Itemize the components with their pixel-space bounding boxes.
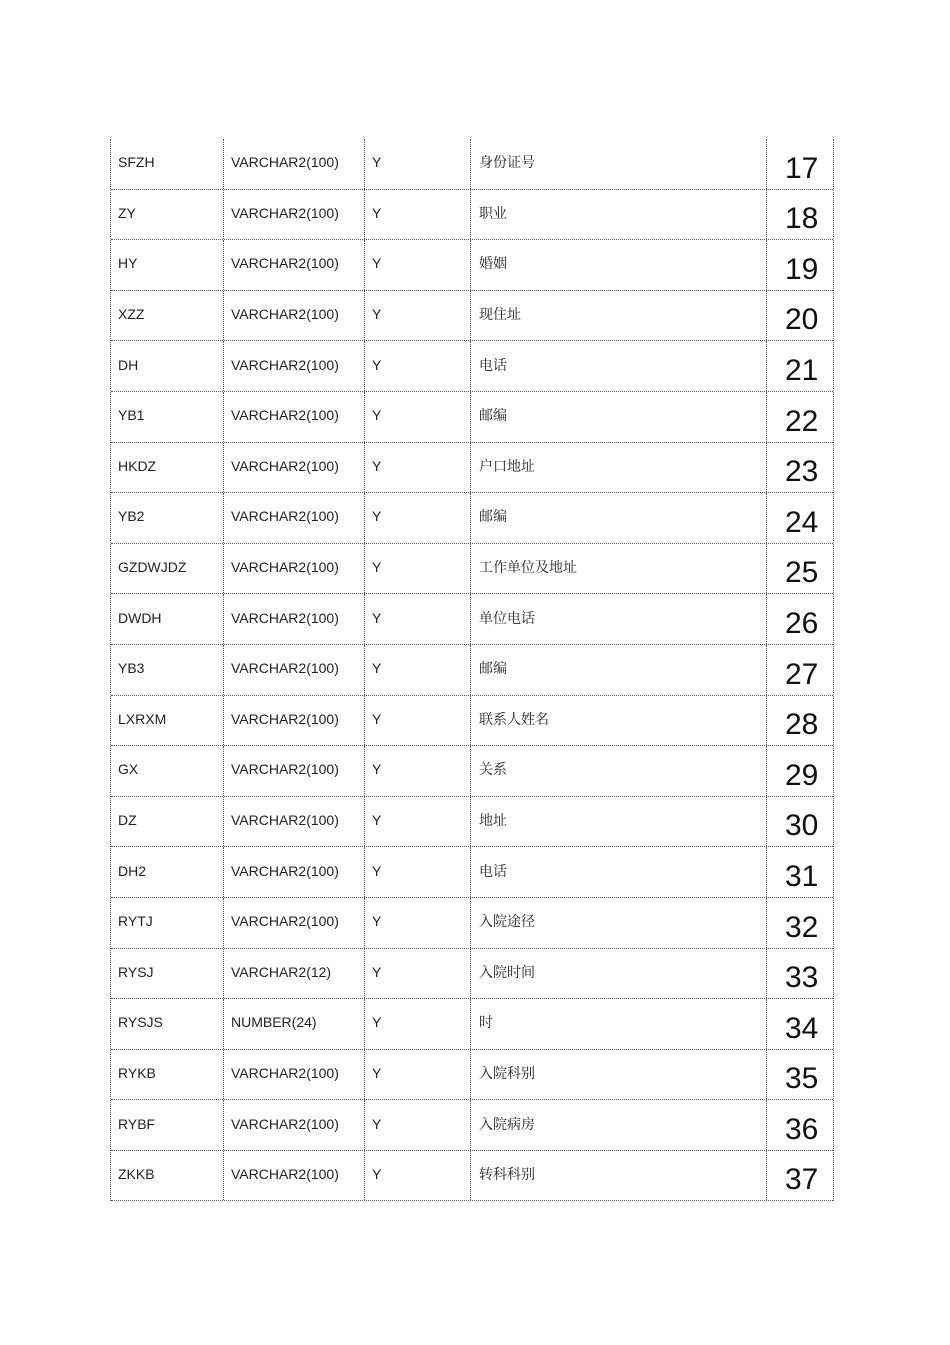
description-cell: 时 bbox=[471, 999, 767, 1049]
table-row bbox=[111, 949, 833, 1000]
field-name-cell: HY bbox=[111, 240, 224, 290]
row-number-cell: 37 bbox=[785, 1163, 819, 1197]
description-cell: 身份证号 bbox=[471, 139, 767, 189]
field-name-cell: RYSJS bbox=[111, 999, 224, 1049]
field-name-cell: YB1 bbox=[111, 392, 224, 442]
field-type-cell: VARCHAR2(100) bbox=[224, 1050, 365, 1100]
row-number-cell: 21 bbox=[785, 353, 819, 387]
description-cell: 现住址 bbox=[471, 291, 767, 341]
table-row bbox=[111, 746, 833, 797]
table-row bbox=[111, 341, 833, 392]
field-name-cell: RYBF bbox=[111, 1100, 224, 1150]
field-type-cell: VARCHAR2(100) bbox=[224, 341, 365, 391]
row-number-cell: 19 bbox=[785, 252, 819, 286]
field-name-cell: GX bbox=[111, 746, 224, 796]
description-cell: 单位电话 bbox=[471, 594, 767, 644]
row-number-cell: 20 bbox=[785, 303, 819, 337]
field-name-cell: DH bbox=[111, 341, 224, 391]
row-number-cell: 35 bbox=[785, 1062, 819, 1096]
row-number-cell: 25 bbox=[785, 556, 819, 590]
table-row bbox=[111, 291, 833, 342]
field-name-cell: YB2 bbox=[111, 493, 224, 543]
table-row bbox=[111, 240, 833, 291]
table-row bbox=[111, 493, 833, 544]
table-row bbox=[111, 999, 833, 1050]
description-cell: 职业 bbox=[471, 190, 767, 240]
field-name-cell: YB3 bbox=[111, 645, 224, 695]
field-type-cell: VARCHAR2(100) bbox=[224, 847, 365, 897]
table-row bbox=[111, 1100, 833, 1151]
nullable-cell: Y bbox=[365, 544, 471, 594]
nullable-cell: Y bbox=[365, 949, 471, 999]
nullable-cell: Y bbox=[365, 847, 471, 897]
nullable-cell: Y bbox=[365, 746, 471, 796]
field-name-cell: DH2 bbox=[111, 847, 224, 897]
field-type-cell: VARCHAR2(12) bbox=[224, 949, 365, 999]
nullable-cell: Y bbox=[365, 341, 471, 391]
field-type-cell: VARCHAR2(100) bbox=[224, 594, 365, 644]
nullable-cell: Y bbox=[365, 696, 471, 746]
description-cell: 电话 bbox=[471, 847, 767, 897]
field-type-cell: VARCHAR2(100) bbox=[224, 797, 365, 847]
nullable-cell: Y bbox=[365, 493, 471, 543]
description-cell: 地址 bbox=[471, 797, 767, 847]
nullable-cell: Y bbox=[365, 443, 471, 493]
description-cell: 婚姻 bbox=[471, 240, 767, 290]
table-row bbox=[111, 797, 833, 848]
description-cell: 关系 bbox=[471, 746, 767, 796]
field-name-cell: RYTJ bbox=[111, 898, 224, 948]
field-name-cell: ZKKB bbox=[111, 1151, 224, 1201]
description-cell: 工作单位及地址 bbox=[471, 544, 767, 594]
row-number-cell: 36 bbox=[785, 1112, 819, 1146]
row-number-cell: 17 bbox=[785, 151, 819, 185]
description-cell: 入院时间 bbox=[471, 949, 767, 999]
row-number-cell: 32 bbox=[785, 910, 819, 944]
field-type-cell: VARCHAR2(100) bbox=[224, 240, 365, 290]
description-cell: 邮编 bbox=[471, 645, 767, 695]
nullable-cell: Y bbox=[365, 291, 471, 341]
description-cell: 入院病房 bbox=[471, 1100, 767, 1150]
table-row bbox=[111, 392, 833, 443]
row-number-cell: 28 bbox=[785, 708, 819, 742]
description-cell: 联系人姓名 bbox=[471, 696, 767, 746]
row-number-cell: 31 bbox=[785, 859, 819, 893]
table-row bbox=[111, 190, 833, 241]
description-cell: 入院途径 bbox=[471, 898, 767, 948]
description-cell: 转科科别 bbox=[471, 1151, 767, 1201]
field-type-cell: VARCHAR2(100) bbox=[224, 139, 365, 189]
table-row bbox=[111, 696, 833, 747]
nullable-cell: Y bbox=[365, 1100, 471, 1150]
field-type-cell: VARCHAR2(100) bbox=[224, 493, 365, 543]
field-type-cell: VARCHAR2(100) bbox=[224, 696, 365, 746]
nullable-cell: Y bbox=[365, 1151, 471, 1201]
field-definition-table bbox=[110, 139, 834, 1201]
field-type-cell: VARCHAR2(100) bbox=[224, 1100, 365, 1150]
field-type-cell: VARCHAR2(100) bbox=[224, 1151, 365, 1201]
field-name-cell: HKDZ bbox=[111, 443, 224, 493]
row-number-cell: 26 bbox=[785, 606, 819, 640]
field-type-cell: VARCHAR2(100) bbox=[224, 898, 365, 948]
description-cell: 邮编 bbox=[471, 493, 767, 543]
table-row bbox=[111, 443, 833, 494]
row-number-cell: 23 bbox=[785, 455, 819, 489]
field-type-cell: VARCHAR2(100) bbox=[224, 645, 365, 695]
description-cell: 户口地址 bbox=[471, 443, 767, 493]
row-number-cell: 29 bbox=[785, 758, 819, 792]
description-cell: 电话 bbox=[471, 341, 767, 391]
field-type-cell: VARCHAR2(100) bbox=[224, 190, 365, 240]
field-name-cell: LXRXM bbox=[111, 696, 224, 746]
nullable-cell: Y bbox=[365, 594, 471, 644]
nullable-cell: Y bbox=[365, 1050, 471, 1100]
nullable-cell: Y bbox=[365, 139, 471, 189]
row-number-cell: 24 bbox=[785, 505, 819, 539]
field-name-cell: SFZH bbox=[111, 139, 224, 189]
table-row bbox=[111, 594, 833, 645]
field-type-cell: VARCHAR2(100) bbox=[224, 544, 365, 594]
nullable-cell: Y bbox=[365, 797, 471, 847]
description-cell: 邮编 bbox=[471, 392, 767, 442]
description-cell: 入院科别 bbox=[471, 1050, 767, 1100]
nullable-cell: Y bbox=[365, 645, 471, 695]
nullable-cell: Y bbox=[365, 190, 471, 240]
nullable-cell: Y bbox=[365, 999, 471, 1049]
field-type-cell: VARCHAR2(100) bbox=[224, 392, 365, 442]
row-number-cell: 22 bbox=[785, 404, 819, 438]
table-row bbox=[111, 1050, 833, 1101]
row-number-cell: 18 bbox=[785, 202, 819, 236]
row-number-cell: 30 bbox=[785, 809, 819, 843]
field-name-cell: DZ bbox=[111, 797, 224, 847]
field-type-cell: VARCHAR2(100) bbox=[224, 443, 365, 493]
row-number-cell: 27 bbox=[785, 657, 819, 691]
field-type-cell: NUMBER(24) bbox=[224, 999, 365, 1049]
table-row bbox=[111, 1151, 833, 1202]
table-row bbox=[111, 898, 833, 949]
row-number-cell: 33 bbox=[785, 961, 819, 995]
row-number-cell: 34 bbox=[785, 1011, 819, 1045]
field-name-cell: XZZ bbox=[111, 291, 224, 341]
field-name-cell: ZY bbox=[111, 190, 224, 240]
table-row bbox=[111, 544, 833, 595]
field-name-cell: RYSJ bbox=[111, 949, 224, 999]
nullable-cell: Y bbox=[365, 240, 471, 290]
table-row bbox=[111, 645, 833, 696]
table-row bbox=[111, 139, 833, 190]
table-row bbox=[111, 847, 833, 898]
nullable-cell: Y bbox=[365, 898, 471, 948]
nullable-cell: Y bbox=[365, 392, 471, 442]
field-name-cell: GZDWJDZ bbox=[111, 544, 224, 594]
field-type-cell: VARCHAR2(100) bbox=[224, 291, 365, 341]
field-name-cell: RYKB bbox=[111, 1050, 224, 1100]
field-type-cell: VARCHAR2(100) bbox=[224, 746, 365, 796]
field-name-cell: DWDH bbox=[111, 594, 224, 644]
